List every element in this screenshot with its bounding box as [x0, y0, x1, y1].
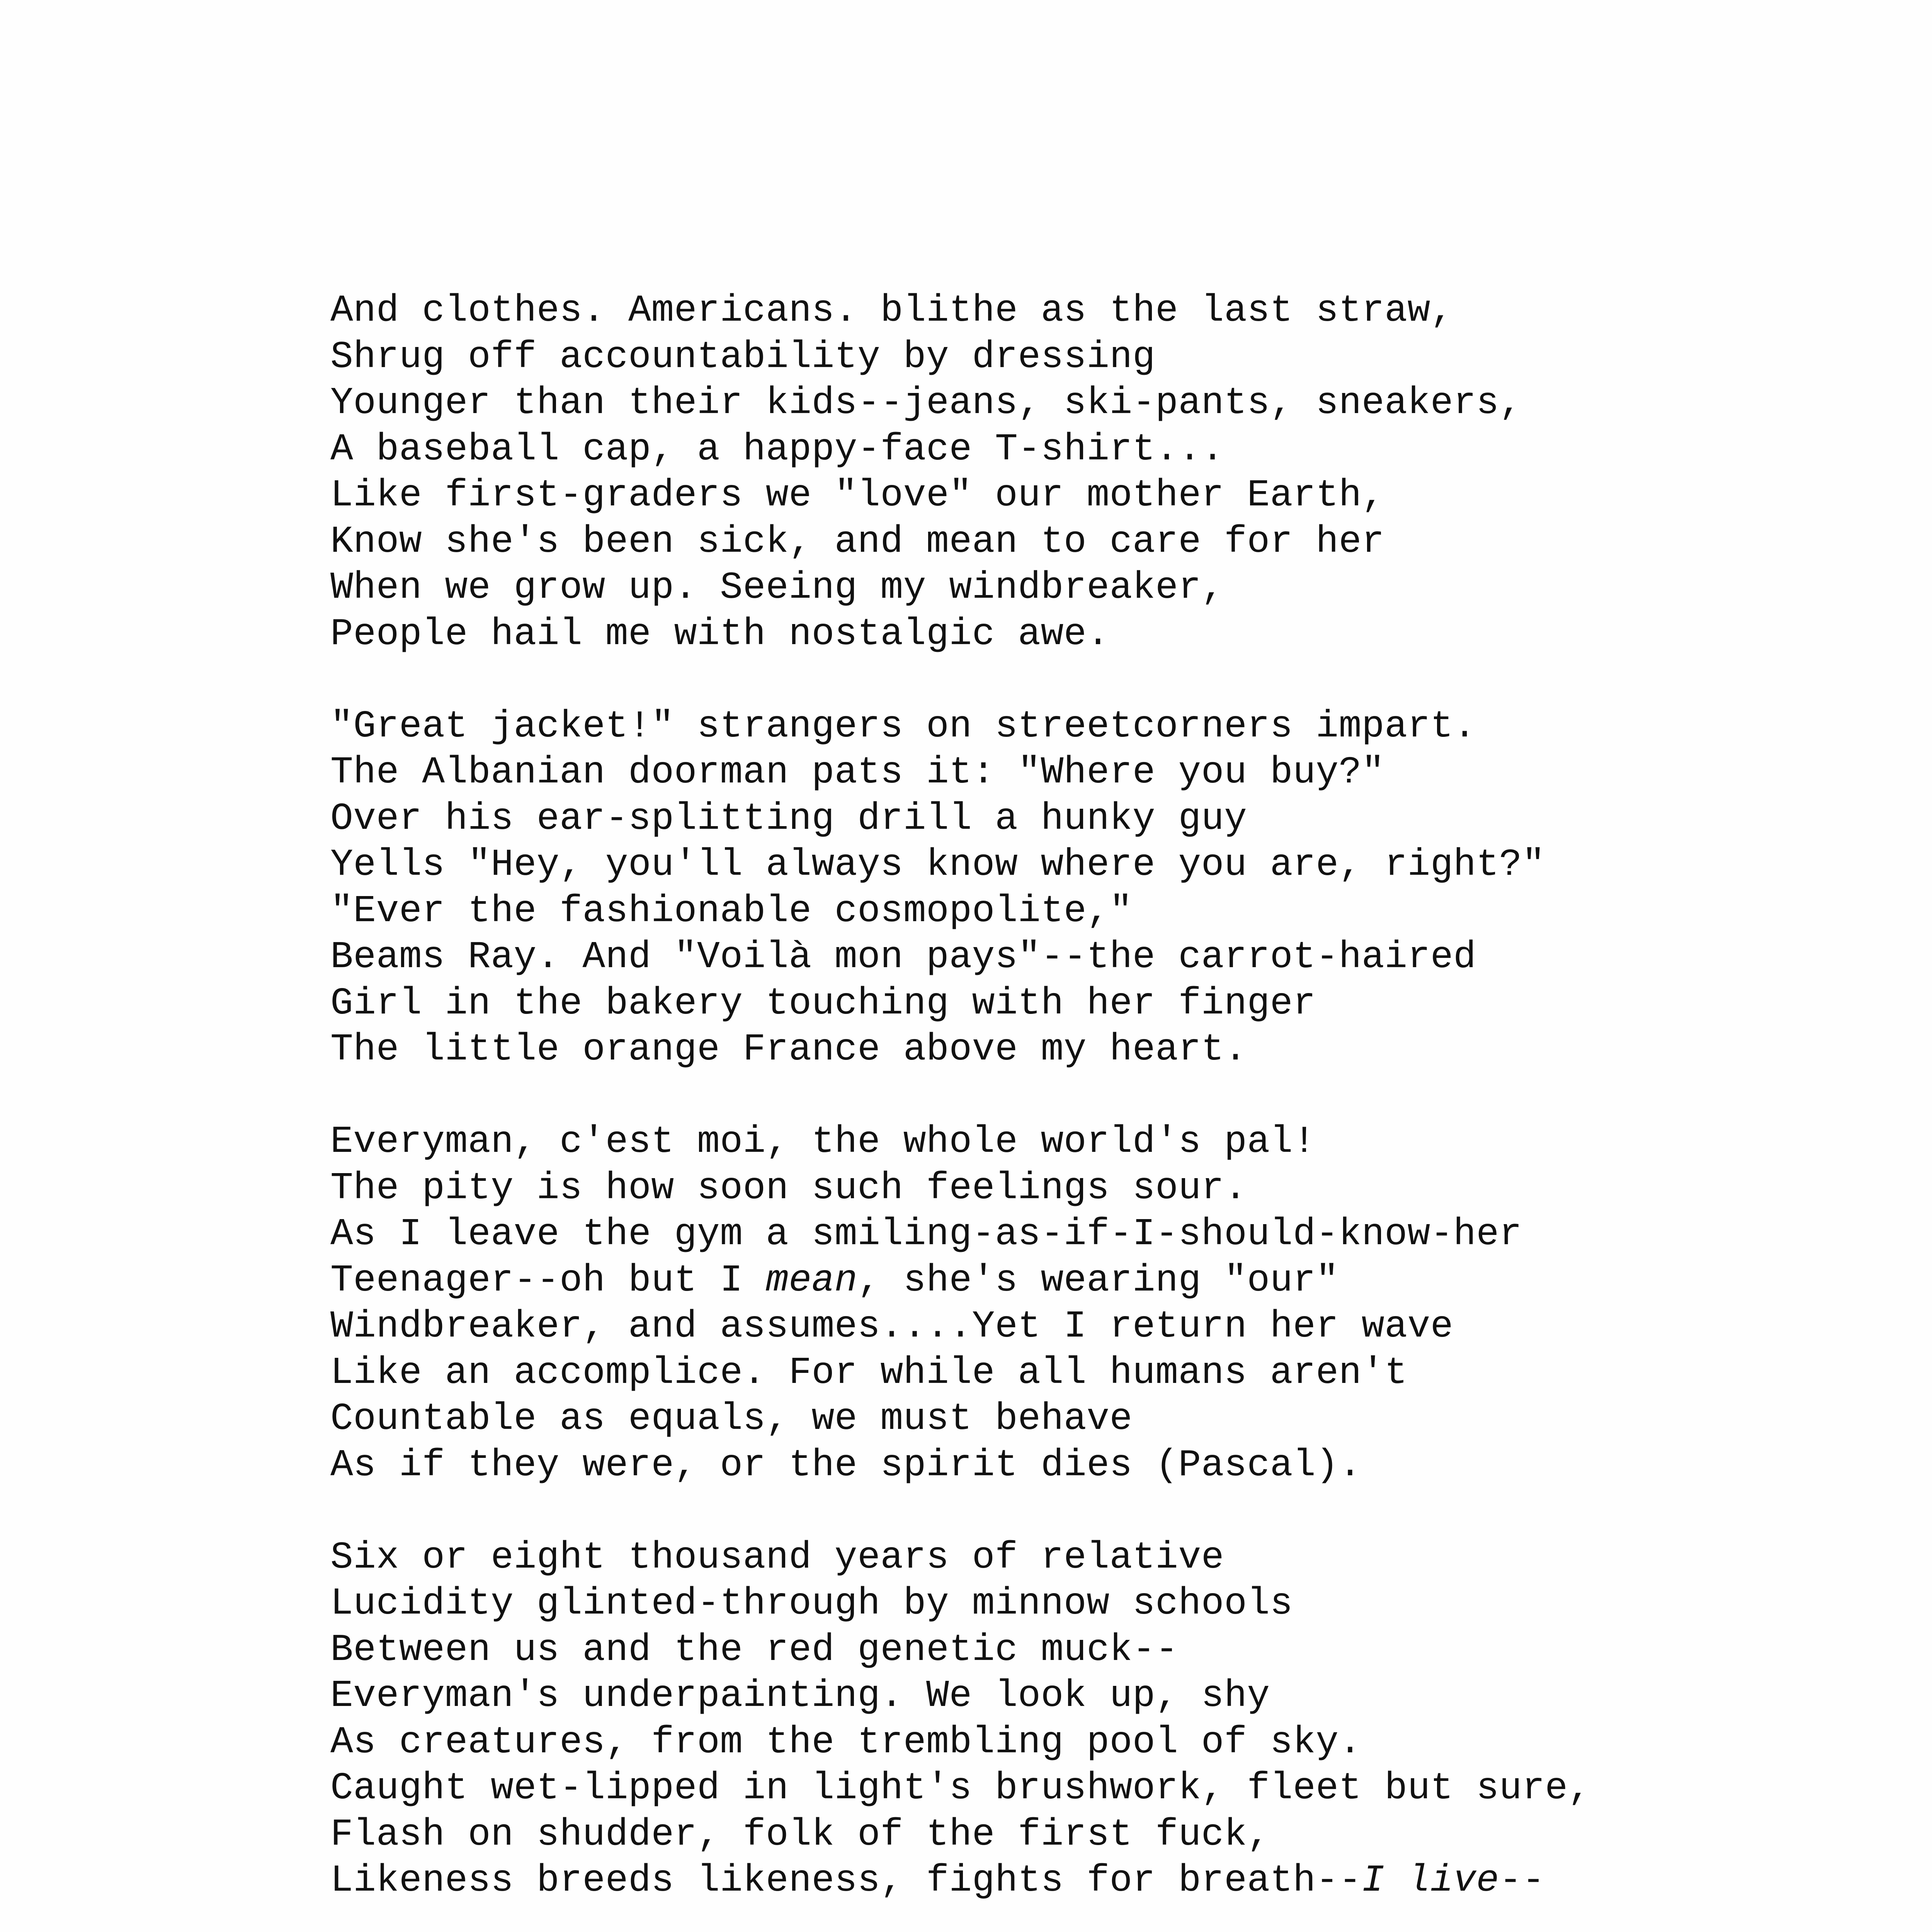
poem-line: Girl in the bakery touching with her finger	[330, 982, 1316, 1025]
poem-line: Flash on shudder, folk of the first fuck,	[330, 1813, 1270, 1856]
poem-line: Younger than their kids--jeans, ski-pants, sneakers,	[330, 382, 1522, 425]
stanza-1	[330, 288, 1837, 657]
poem-line: Between us and the red genetic muck--	[330, 1628, 1179, 1672]
poem-line: As I leave the gym a smiling-as-if-I-should-know-her	[330, 1213, 1522, 1256]
poem-line: Caught wet-lipped in light's brushwork, fleet but sure,	[330, 1767, 1591, 1810]
poem-line: Beams Ray. And "Voilà mon pays"--the carrot-haired	[330, 936, 1476, 979]
line-text: --	[1499, 1859, 1545, 1902]
poem-line: Like an accomplice. For while all humans aren't	[330, 1351, 1408, 1395]
stanza-2	[330, 704, 1837, 1073]
poem-line: "Great jacket!" strangers on streetcorners impart.	[330, 705, 1476, 748]
line-text: Teenager--oh but I	[330, 1259, 766, 1302]
stanza-4	[330, 1535, 1837, 1904]
poem-line: Windbreaker, and assumes....Yet I return her wave	[330, 1305, 1454, 1348]
poem-line: Shrug off accountability by dressing	[330, 335, 1156, 379]
poem-line: "Ever the fashionable cosmopolite,"	[330, 889, 1133, 933]
poem-line: When we grow up. Seeing my windbreaker,	[330, 566, 1225, 609]
italic-emphasis: I live	[1361, 1859, 1499, 1902]
poem-line: The Albanian doorman pats it: "Where you buy?"	[330, 751, 1385, 794]
poem-line-with-italic	[330, 1258, 1837, 1304]
line-text: , she's wearing "our"	[857, 1259, 1339, 1302]
poem-line: And clothes. Americans. blithe as the last straw,	[330, 289, 1454, 332]
poem-body	[330, 288, 1837, 1932]
poem-line: Countable as equals, we must behave	[330, 1398, 1133, 1440]
poem-line: Lucidity glinted-through by minnow schools	[330, 1582, 1293, 1625]
poem-line: Like first-graders we "love" our mother Earth,	[330, 474, 1385, 517]
poem-line: Yells "Hey, you'll always know where you are, right?"	[330, 844, 1545, 886]
line-text: Likeness breeds likeness, fights for breath--	[330, 1859, 1362, 1902]
poem-line: As creatures, from the trembling pool of sky.	[330, 1721, 1362, 1764]
stanza-3	[330, 1119, 1837, 1488]
poem-line: As if they were, or the spirit dies (Pascal).	[330, 1444, 1362, 1487]
poem-line: People hail me with nostalgic awe.	[330, 612, 1110, 656]
poem-line-with-italic	[330, 1858, 1837, 1904]
poem-line: Know she's been sick, and mean to care for her	[330, 520, 1385, 563]
poem-line: A baseball cap, a happy-face T-shirt...	[330, 428, 1225, 471]
poem-line: The little orange France above my heart.	[330, 1028, 1247, 1071]
poem-line: Everyman's underpainting. We look up, shy	[330, 1675, 1270, 1718]
poem-line: Six or eight thousand years of relative	[330, 1536, 1225, 1579]
poem-line: Over his ear-splitting drill a hunky guy	[330, 797, 1247, 840]
poem-line: Everyman, c'est moi, the whole world's pal!	[330, 1121, 1316, 1163]
poem-line: The pity is how soon such feelings sour.	[330, 1167, 1247, 1210]
italic-emphasis: mean	[765, 1259, 858, 1302]
